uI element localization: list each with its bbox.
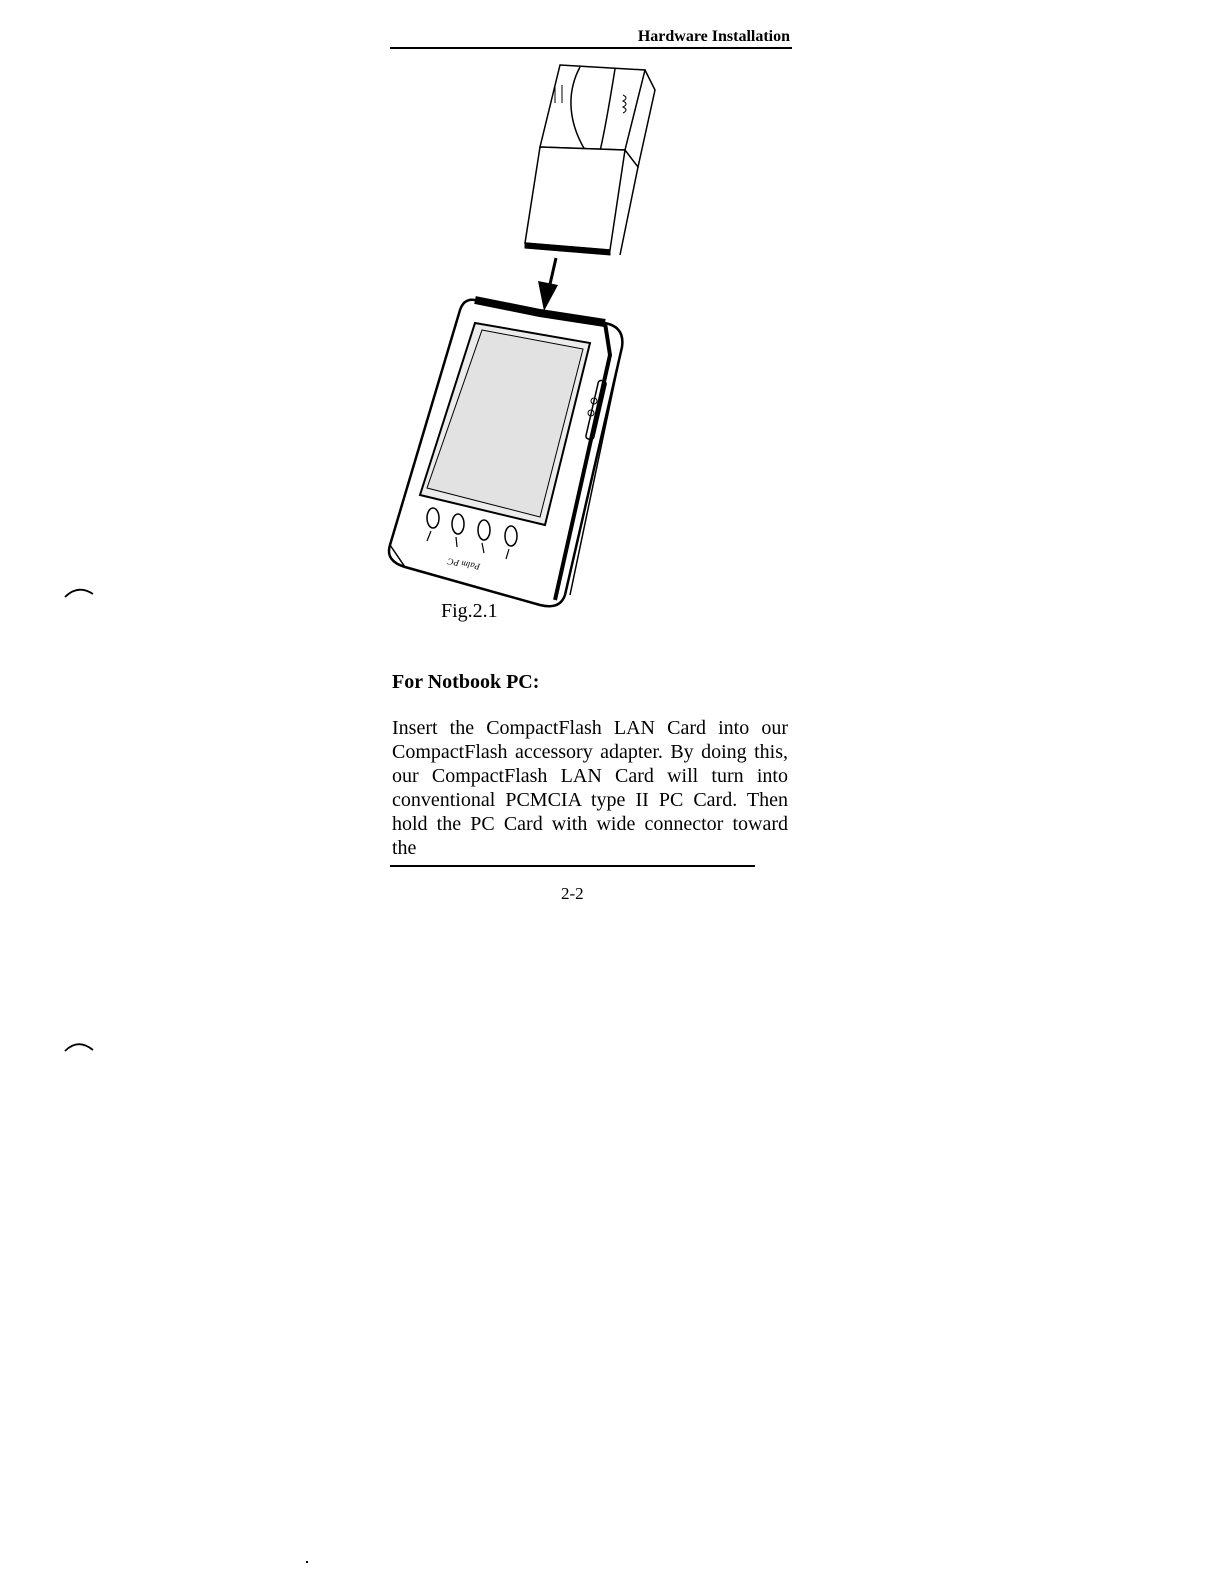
- paragraph-line: our CompactFlash LAN Card will turn into: [392, 765, 788, 787]
- header-rule: [390, 47, 792, 49]
- paragraph-line: hold the PC Card with wide connector toward the: [392, 813, 788, 859]
- header-title: Hardware Installation: [637, 28, 790, 45]
- palm-pc-device-drawing: [389, 300, 622, 607]
- binding-hole-mark-bottom: [62, 1040, 96, 1054]
- page-number: 2-2: [561, 884, 584, 903]
- body-paragraph: [392, 716, 788, 860]
- paragraph-line: Insert the CompactFlash LAN Card into our: [392, 717, 788, 739]
- binding-hole-mark-top: [62, 586, 96, 600]
- paragraph-line: conventional PCMCIA type II PC Card. Then: [392, 789, 788, 811]
- paragraph-line: CompactFlash accessory adapter. By doing this,: [392, 741, 788, 763]
- device-brand-label: Palm PC: [446, 556, 481, 572]
- figure-caption: Fig.2.1: [441, 600, 498, 622]
- figure-illustration: [380, 55, 660, 615]
- section-heading: For Notbook PC:: [392, 671, 540, 693]
- insert-arrow-drawing: [538, 258, 558, 311]
- footer-rule: [390, 865, 755, 867]
- scan-speck: [306, 1561, 308, 1563]
- compactflash-card-drawing: [525, 65, 655, 255]
